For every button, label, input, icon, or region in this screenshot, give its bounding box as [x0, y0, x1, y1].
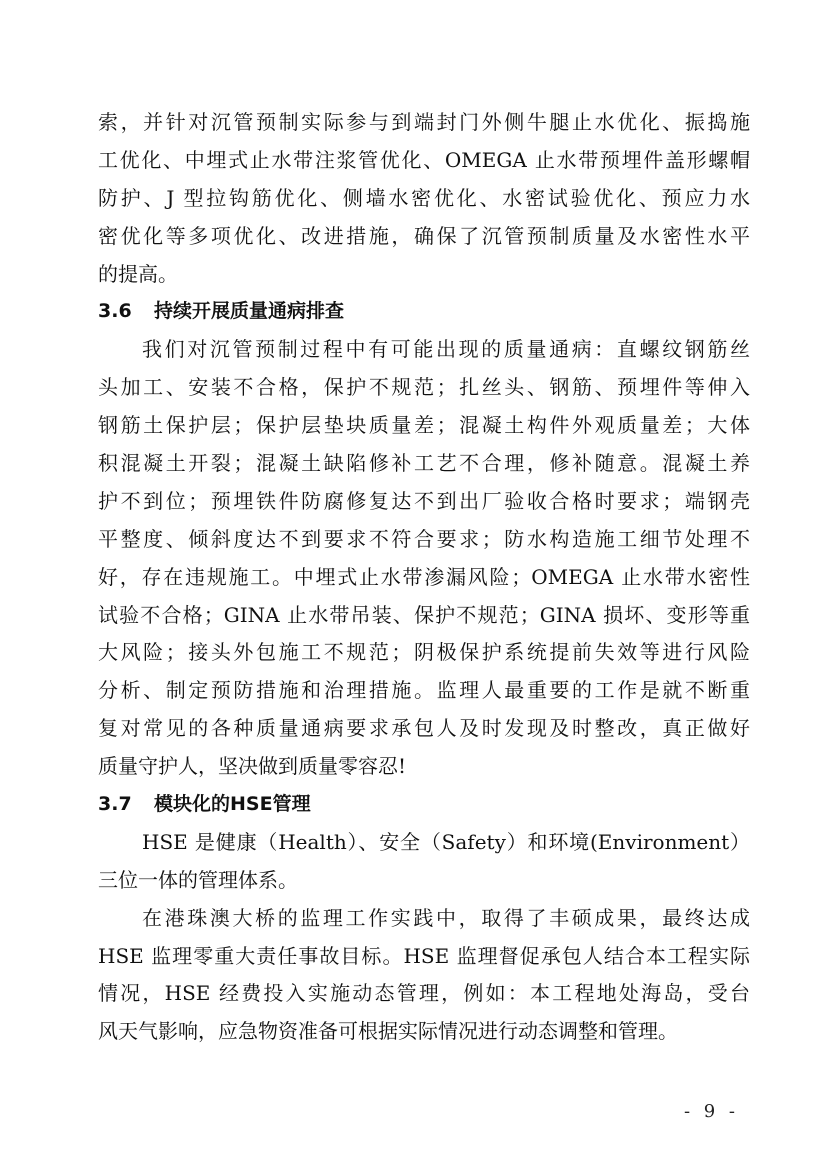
text-line: 情况，HSE 经费投入实施动态管理，例如：本工程地处海岛，受台	[98, 981, 750, 1006]
text-line: 密优化等多项优化、改进措施，确保了沉管预制质量及水密性水平	[98, 223, 750, 248]
section-number: 3.6	[98, 300, 132, 323]
text-line: 工优化、中埋式止水带注浆管优化、OMEGA 止水带预埋件盖形螺帽	[98, 147, 750, 172]
text-line: 试验不合格；GINA 止水带吊装、保护不规范；GINA 损坏、变形等重	[98, 602, 750, 627]
text-line: 我们对沉管预制过程中有可能出现的质量通病：直螺纹钢筋丝	[142, 337, 750, 362]
document-page	[98, 104, 750, 1051]
text-line: 平整度、倾斜度达不到要求不符合要求；防水构造施工细节处理不	[98, 526, 750, 551]
text-line: 防护、J 型拉钩筋优化、侧墙水密优化、水密试验优化、预应力水	[98, 185, 750, 210]
text-line: 在港珠澳大桥的监理工作实践中，取得了丰硕成果，最终达成	[142, 905, 750, 930]
text-line: 三位一体的管理体系。	[98, 867, 298, 892]
text-line: HSE 是健康（Health）、安全（Safety）和环境(Environment）	[142, 829, 750, 854]
text-line: 好，存在违规施工。中埋式止水带渗漏风险；OMEGA 止水带水密性	[98, 564, 750, 589]
section-heading-3-6	[98, 293, 750, 331]
text-line: 护不到位；预埋铁件防腐修复达不到出厂验收合格时要求；端钢壳	[98, 488, 750, 513]
text-line: 大风险；接头外包施工不规范；阴极保护系统提前失效等进行风险	[98, 640, 750, 665]
section-title: 模块化的HSE管理	[154, 793, 311, 816]
text-line: 钢筋土保护层；保护层垫块质量差；混凝土构件外观质量差；大体	[98, 413, 750, 438]
text-line: 质量守护人，坚决做到质量零容忍!	[98, 754, 407, 779]
section-3-6-paragraph	[98, 331, 750, 786]
section-heading-3-7	[98, 786, 750, 824]
text-line: 积混凝土开裂；混凝土缺陷修补工艺不合理，修补随意。混凝土养	[98, 451, 750, 476]
section-3-7-paragraph-2	[98, 900, 750, 1052]
text-line: HSE 监理零重大责任事故目标。HSE 监理督促承包人结合本工程实际	[98, 943, 750, 968]
section-number: 3.7	[98, 793, 132, 816]
text-line: 索，并针对沉管预制实际参与到端封门外侧牛腿止水优化、振捣施	[98, 110, 750, 134]
text-line: 头加工、安装不合格，保护不规范；扎丝头、钢筋、预埋件等伸入	[98, 375, 750, 400]
text-line: 复对常见的各种质量通病要求承包人及时发现及时整改，真正做好	[98, 716, 750, 741]
text-line: 的提高。	[98, 261, 178, 286]
section-3-7-paragraph-1	[98, 824, 750, 900]
section-title: 持续开展质量通病排查	[154, 300, 345, 323]
page-number: - 9 -	[683, 1101, 739, 1122]
paragraph-continued	[98, 104, 750, 293]
text-line: 风天气影响，应急物资准备可根据实际情况进行动态调整和管理。	[98, 1019, 678, 1044]
text-line: 分析、制定预防措施和治理措施。监理人最重要的工作是就不断重	[98, 678, 750, 703]
